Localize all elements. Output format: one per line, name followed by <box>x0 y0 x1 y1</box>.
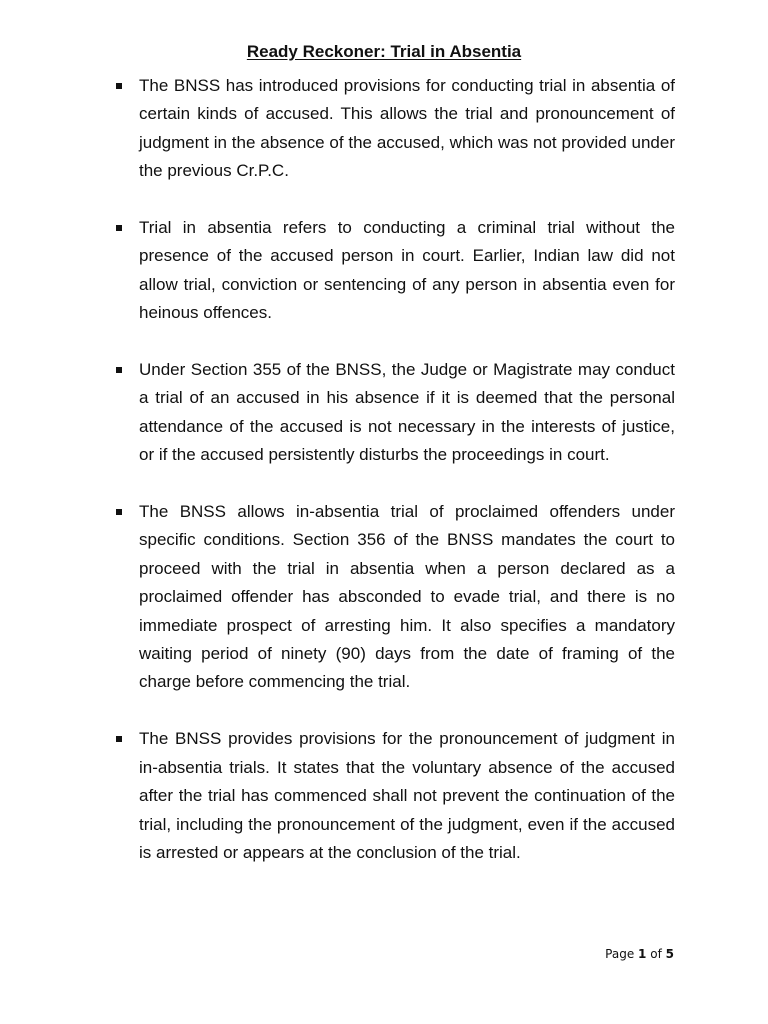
bullet-item <box>115 356 675 470</box>
square-bullet-icon <box>116 225 122 231</box>
bullet-text: Trial in absentia refers to conducting a criminal trial without the presence of the accused person in court. Earlier, Indian law did not allow trial, conviction or sentencing of any person in absentia even for heinous offences. <box>139 218 675 323</box>
bullet-list <box>115 72 675 896</box>
of-word: of <box>650 947 662 961</box>
page-number-footer <box>605 946 674 962</box>
page-word: Page <box>605 947 635 961</box>
bullet-text: The BNSS has introduced provisions for conducting trial in absentia of certain kinds of accused. This allows the trial and pronouncement of judgment in the absence of the accused, which was not provided under the previous Cr.P.C. <box>139 76 675 181</box>
current-page-number: 1 <box>638 947 647 961</box>
bullet-item <box>115 72 675 186</box>
square-bullet-icon <box>116 736 122 742</box>
bullet-text: The BNSS provides provisions for the pronouncement of judgment in in-absentia trials. It states that the voluntary absence of the accused after the trial has commenced shall not prevent the continuation of the trial, including the pronouncement of the judgment, even if the accused is arrested or appears at the conclusion of the trial. <box>139 729 675 862</box>
document-title: Ready Reckoner: Trial in Absentia <box>246 42 522 61</box>
bullet-text: Under Section 355 of the BNSS, the Judge or Magistrate may conduct a trial of an accused in his absence if it is deemed that the personal attendance of the accused is not necessary in the interests of justice, or if the accused persistently disturbs the proceedings in court. <box>139 360 675 465</box>
bullet-text: The BNSS allows in-absentia trial of proclaimed offenders under specific conditions. Section 356 of the BNSS mandates the court to proceed with the trial in absentia when a person declared as a proclaimed offender has absconded to evade trial, and there is no immediate prospect of arresting him. It also specifies a mandatory waiting period of ninety (90) days from the date of framing of the charge before commencing the trial. <box>139 502 675 692</box>
square-bullet-icon <box>116 367 122 373</box>
bullet-item <box>115 725 675 867</box>
square-bullet-icon <box>116 509 122 515</box>
square-bullet-icon <box>116 83 122 89</box>
bullet-item <box>115 498 675 697</box>
bullet-item <box>115 214 675 328</box>
total-pages-number: 5 <box>665 947 674 961</box>
